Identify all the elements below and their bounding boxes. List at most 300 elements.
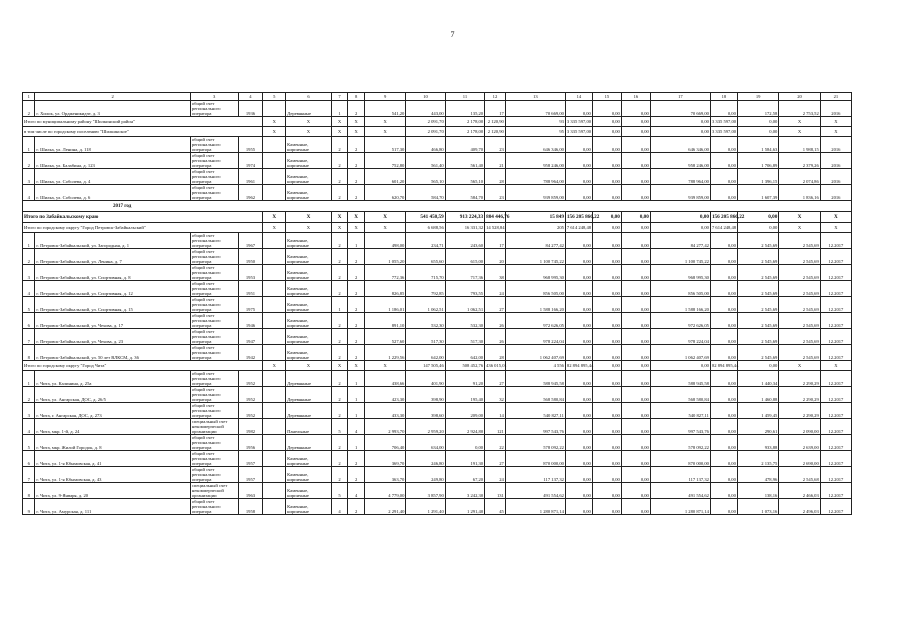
table-row: [23, 387, 852, 403]
table-cell: г. Чита, ул. Амурская, д. 111: [35, 499, 190, 515]
table-row: [23, 467, 852, 483]
table-cell: 1 291,40: [445, 499, 484, 515]
table-cell: 28: [485, 169, 506, 185]
table-cell: 0,00: [592, 467, 621, 483]
table-cell: X: [348, 361, 365, 371]
table-cell: 1 100 745,22: [650, 249, 710, 265]
table-row: [23, 371, 852, 387]
table-cell: 16: [621, 93, 650, 101]
subtotal-row: [23, 117, 852, 127]
table-cell: [263, 265, 286, 281]
table-cell: 1974: [238, 153, 263, 169]
table-cell: 1: [348, 435, 365, 451]
table-cell: 997 543,76: [650, 419, 710, 435]
table-cell: Каменные, кирпичные: [286, 249, 332, 265]
table-cell: 12.2017: [820, 499, 851, 515]
table-cell: 958 246,00: [505, 153, 565, 169]
table-cell: 16 331,32: [445, 223, 484, 233]
table-cell: X: [779, 361, 820, 371]
table-cell: 561,40: [445, 153, 484, 169]
table-cell: X: [331, 223, 348, 233]
table-cell: 0,00: [710, 329, 737, 345]
table-cell: 978 224,04: [505, 329, 565, 345]
table-cell: 1 055,20: [364, 249, 405, 265]
table-cell: 172,58: [737, 101, 778, 117]
table-cell: 0,00: [621, 403, 650, 419]
table-cell: 0,00: [592, 371, 621, 387]
table-cell: г. Чита, ул. 1-я Кбымовская, д. 41: [35, 451, 190, 467]
table-cell: 12.2017: [820, 313, 851, 329]
table-cell: [263, 451, 286, 467]
table-cell: 24: [485, 467, 506, 483]
table-cell: Каменные, кирпичные: [286, 451, 332, 467]
table-cell: 0,00: [592, 387, 621, 403]
table-cell: 423,30: [364, 387, 405, 403]
table-cell: 527,60: [364, 329, 405, 345]
table-cell: 2 178,00: [445, 117, 484, 127]
table-cell: X: [779, 127, 820, 137]
table-cell: Каменные, кирпичные: [286, 169, 332, 185]
table-cell: 21: [485, 153, 506, 169]
table-cell: 4: [23, 419, 35, 435]
table-cell: X: [263, 117, 286, 127]
table-cell: 369,70: [364, 451, 405, 467]
table-cell: 2: [331, 387, 348, 403]
table-cell: 1957: [238, 451, 263, 467]
table-row: [23, 419, 852, 435]
table-cell: 0,00: [592, 265, 621, 281]
table-cell: 9: [364, 93, 405, 101]
table-cell: 0,00: [710, 467, 737, 483]
subtotal-row: [23, 127, 852, 137]
table-cell: 0,00: [710, 101, 737, 117]
table-cell: 2016: [820, 153, 851, 169]
table-cell: специальный счет некоммерческой организации: [190, 419, 238, 435]
table-cell: 22: [485, 435, 506, 451]
table-cell: г. Шилка, ул. Ленина, д. 118: [35, 137, 190, 153]
table-cell: Каменные, кирпичные: [286, 483, 332, 499]
table-cell: 1 229,56: [364, 345, 405, 361]
table-cell: 0,00: [737, 361, 778, 371]
table-cell: 2: [331, 467, 348, 483]
table-cell: X: [286, 127, 332, 137]
table-cell: г. Чита, г. Ангарская, ДОС, д. 273: [35, 403, 190, 419]
table-cell: X: [348, 212, 365, 223]
table-cell: общий счет регионального оператора: [190, 169, 238, 185]
table-cell: 2 924,80: [445, 419, 484, 435]
table-cell: 2 290,29: [779, 371, 820, 387]
table-cell: 12.2017: [820, 329, 851, 345]
table-cell: в том числе по городскому поселению "Шилкинское": [23, 127, 263, 137]
table-cell: 788 964,00: [505, 169, 565, 185]
table-cell: 0,00: [621, 361, 650, 371]
table-cell: 438,66: [364, 371, 405, 387]
table-cell: 0,00: [592, 117, 621, 127]
table-cell: 2: [331, 329, 348, 345]
table-cell: 12.2017: [820, 265, 851, 281]
table-cell: 398,60: [406, 403, 445, 419]
table-cell: 2 545,69: [737, 281, 778, 297]
table-cell: X: [263, 223, 286, 233]
table-cell: 23: [485, 185, 506, 201]
table-cell: 26: [485, 313, 506, 329]
table-cell: 0,00: [565, 233, 592, 249]
table-cell: 0,00: [565, 249, 592, 265]
table-cell: г. Шилка, ул. Соболева, д. 6: [35, 185, 190, 201]
table-cell: Каменные, кирпичные: [286, 137, 332, 153]
table-cell: 2 545,69: [779, 265, 820, 281]
table-cell: 0,00: [621, 212, 650, 223]
table-cell: [263, 101, 286, 117]
table-cell: 997 543,76: [505, 419, 565, 435]
table-cell: 2 959,20: [406, 419, 445, 435]
table-cell: 2: [331, 371, 348, 387]
table-cell: 1952: [238, 387, 263, 403]
table-cell: 0,00: [710, 499, 737, 515]
table-cell: 1952: [238, 403, 263, 419]
table-cell: 2: [348, 185, 365, 201]
table-cell: 826,85: [364, 281, 405, 297]
table-cell: 1: [331, 297, 348, 313]
table-cell: 1963: [238, 483, 263, 499]
table-cell: X: [331, 212, 348, 223]
table-cell: 2 545,69: [737, 233, 778, 249]
table-cell: 1975: [238, 297, 263, 313]
table-cell: 2 545,69: [737, 265, 778, 281]
table-cell: 1 186,01: [364, 297, 405, 313]
table-cell: 82 894 895,44: [710, 361, 737, 371]
table-cell: 0,00: [737, 117, 778, 127]
table-cell: 0,00: [592, 185, 621, 201]
table-cell: X: [348, 127, 365, 137]
table-cell: 436 015,01: [485, 361, 506, 371]
table-cell: 634,00: [406, 435, 445, 451]
table-cell: 2: [331, 451, 348, 467]
table-cell: Деревянные: [286, 403, 332, 419]
table-cell: 2 545,68: [779, 467, 820, 483]
table-cell: X: [779, 117, 820, 127]
table-cell: 1: [348, 403, 365, 419]
table-cell: 870 000,00: [505, 451, 565, 467]
table-cell: 792,85: [406, 281, 445, 297]
table-cell: 0,00: [565, 371, 592, 387]
table-cell: 12.2017: [820, 419, 851, 435]
table-cell: 2: [331, 435, 348, 451]
table-cell: 12.2017: [820, 483, 851, 499]
table-cell: 0,00: [710, 345, 737, 361]
table-cell: 1958: [238, 499, 263, 515]
table-row: [23, 101, 852, 117]
table-cell: 147 505,46: [406, 361, 445, 371]
table-cell: 1 062 407,69: [650, 345, 710, 361]
table-cell: 398,90: [406, 387, 445, 403]
table-cell: 2: [348, 169, 365, 185]
table-cell: 578 092,22: [650, 435, 710, 451]
table-row: [23, 249, 852, 265]
table-cell: 0,00: [592, 361, 621, 371]
table-cell: 0,00: [565, 313, 592, 329]
table-cell: 0,00: [710, 297, 737, 313]
table-cell: 2 545,69: [779, 345, 820, 361]
table-cell: 234,71: [406, 233, 445, 249]
table-cell: 804 446,76: [485, 212, 506, 223]
table-cell: 0,00: [565, 169, 592, 185]
table-row: [23, 403, 852, 419]
table-cell: 3 857,90: [406, 483, 445, 499]
table-cell: 568 580,84: [505, 387, 565, 403]
table-cell: 0,00: [565, 483, 592, 499]
table-cell: 856 505,00: [650, 281, 710, 297]
table-cell: 1 588 166,20: [505, 297, 565, 313]
table-cell: [263, 403, 286, 419]
table-cell: 2: [348, 329, 365, 345]
table-cell: 2 545,69: [779, 297, 820, 313]
table-cell: 0,00: [592, 419, 621, 435]
table-cell: 2 178,00: [445, 127, 484, 137]
table-cell: 2: [348, 281, 365, 297]
table-cell: 2: [348, 265, 365, 281]
table-cell: г. Чита, ул. Ангарская, ДОС, д. 26/5: [35, 387, 190, 403]
table-cell: 2: [331, 403, 348, 419]
table-cell: 0,00: [621, 169, 650, 185]
table-cell: 2 120,90: [485, 117, 506, 127]
table-cell: 1 062,51: [406, 297, 445, 313]
table-cell: Каменные, кирпичные: [286, 185, 332, 201]
table-cell: общий счет регионального оператора: [190, 297, 238, 313]
table-cell: 138,16: [737, 483, 778, 499]
table-cell: 5: [331, 483, 348, 499]
table-cell: 1: [348, 371, 365, 387]
table-cell: 11: [445, 93, 484, 101]
table-cell: 0,00: [621, 345, 650, 361]
table-cell: 209,00: [445, 403, 484, 419]
table-cell: 27: [485, 297, 506, 313]
table-cell: общий счет регионального оператора: [190, 233, 238, 249]
table-cell: 0,00: [621, 101, 650, 117]
table-cell: общий счет регионального оператора: [190, 101, 238, 117]
table-cell: 615,00: [445, 249, 484, 265]
table-cell: 4 779,00: [364, 483, 405, 499]
table-cell: 646 346,00: [505, 137, 565, 153]
table-cell: 0,00: [565, 281, 592, 297]
table-cell: 93: [505, 117, 565, 127]
table-cell: 0,00: [710, 403, 737, 419]
table-cell: 249,80: [406, 467, 445, 483]
table-cell: 715,70: [406, 265, 445, 281]
table-cell: 2: [331, 185, 348, 201]
table-cell: 27: [485, 371, 506, 387]
table-cell: 4: [238, 93, 263, 101]
table-cell: общий счет регионального оператора: [190, 467, 238, 483]
table-cell: 14 528,84: [485, 223, 506, 233]
table-cell: 0,00: [650, 117, 710, 127]
table-cell: 2 291,40: [364, 499, 405, 515]
table-cell: 2: [331, 265, 348, 281]
table-cell: 1951: [238, 281, 263, 297]
table-cell: Каменные, кирпичные: [286, 233, 332, 249]
table-cell: 0,00: [592, 153, 621, 169]
table-cell: 1 836,16: [779, 185, 820, 201]
table-cell: 0,00: [592, 403, 621, 419]
table-cell: 0,00: [710, 233, 737, 249]
table-cell: 2: [331, 233, 348, 249]
table-cell: 0,00: [621, 297, 650, 313]
table-cell: 1: [348, 233, 365, 249]
table-cell: 0,00: [621, 329, 650, 345]
table-row: [23, 169, 852, 185]
table-cell: 243,60: [445, 233, 484, 249]
table-cell: [263, 345, 286, 361]
table-cell: 0,00: [592, 137, 621, 153]
table-cell: 2 466,03: [779, 483, 820, 499]
table-cell: 0,00: [710, 281, 737, 297]
table-cell: 0,00: [621, 313, 650, 329]
table-cell: 2: [348, 499, 365, 515]
table-cell: Итого по муниципальному району "Шилкинский район": [23, 117, 263, 127]
table-cell: 2: [348, 451, 365, 467]
table-cell: 1 607,39: [737, 185, 778, 201]
table-cell: 5: [331, 419, 348, 435]
table-cell: 0,00: [710, 137, 737, 153]
table-cell: 195,40: [445, 387, 484, 403]
table-cell: 2017 год: [23, 201, 852, 212]
table-cell: 2 496,03: [779, 499, 820, 515]
table-cell: 517,30: [364, 137, 405, 153]
table-cell: 2: [35, 93, 190, 101]
table-cell: 2 545,69: [737, 345, 778, 361]
table-cell: 84 277,42: [505, 233, 565, 249]
table-cell: 2: [331, 249, 348, 265]
table-cell: г. Хилок, ул. Ордженикидзе, д. 3: [35, 101, 190, 117]
table-cell: г. Петровск-Забайкальский, ул. Загородная, д. 1: [35, 233, 190, 249]
table-cell: 0,00: [592, 435, 621, 451]
table-cell: 12.2017: [820, 281, 851, 297]
table-cell: 717,36: [445, 265, 484, 281]
table-cell: X: [820, 223, 851, 233]
table-cell: 0,00: [710, 435, 737, 451]
table-cell: 156 205 866,22: [565, 212, 592, 223]
table-cell: 14: [485, 403, 506, 419]
table-cell: 491 554,62: [650, 483, 710, 499]
table-cell: Деревянные: [286, 435, 332, 451]
table-cell: [263, 185, 286, 201]
table-cell: 0,00: [737, 223, 778, 233]
table-cell: общий счет регионального оператора: [190, 403, 238, 419]
table-cell: 0,00: [621, 127, 650, 137]
table-cell: 9: [23, 499, 35, 515]
table-cell: общий счет регионального оператора: [190, 371, 238, 387]
table-cell: 939 859,00: [650, 185, 710, 201]
table-cell: 3 335 597,00: [565, 117, 592, 127]
table-cell: Каменные, кирпичные: [286, 265, 332, 281]
table-cell: X: [331, 361, 348, 371]
table-cell: 2 074,86: [779, 169, 820, 185]
table-cell: г. Петровск-Забайкальский, ул. Чехова, д. 17: [35, 313, 190, 329]
table-cell: 0,00: [565, 403, 592, 419]
table-cell: 0,00: [710, 387, 737, 403]
table-cell: общий счет регионального оператора: [190, 329, 238, 345]
table-cell: 478,96: [737, 467, 778, 483]
table-cell: X: [364, 127, 405, 137]
table-cell: 0,00: [710, 451, 737, 467]
table-cell: 0,00: [710, 371, 737, 387]
table-row: [23, 137, 852, 153]
table-cell: 646 346,00: [650, 137, 710, 153]
table-cell: 205: [505, 223, 565, 233]
table-cell: 1: [23, 93, 35, 101]
table-cell: 12.2017: [820, 371, 851, 387]
table-cell: 2: [348, 297, 365, 313]
table-cell: 0,00: [565, 297, 592, 313]
table-cell: 0,00: [710, 483, 737, 499]
table-cell: 27: [485, 451, 506, 467]
table-cell: 891,10: [364, 313, 405, 329]
table-cell: 12.2017: [820, 297, 851, 313]
table-cell: 0,00: [592, 233, 621, 249]
table-cell: 363,70: [364, 467, 405, 483]
table-cell: Итого по Забайкальскому краю: [23, 212, 263, 223]
table-cell: [263, 249, 286, 265]
table-cell: 532,30: [406, 313, 445, 329]
table-cell: 0,00: [621, 281, 650, 297]
table-cell: 2 993,70: [364, 419, 405, 435]
table-cell: 4: [348, 483, 365, 499]
table-cell: 7: [331, 93, 348, 101]
table-cell: 14: [565, 93, 592, 101]
table-cell: 584,70: [445, 185, 484, 201]
table-cell: 2: [23, 249, 35, 265]
table-cell: 21: [820, 93, 851, 101]
table-cell: 0,00: [592, 329, 621, 345]
table-row: [23, 297, 852, 313]
table-cell: Каменные, кирпичные: [286, 297, 332, 313]
subtotal-row: [23, 361, 852, 371]
table-cell: 541 450,59: [406, 212, 445, 223]
table-cell: 19: [737, 93, 778, 101]
table-cell: 12.2017: [820, 451, 851, 467]
table-cell: 1 588 166,20: [650, 297, 710, 313]
table-cell: 12.2017: [820, 345, 851, 361]
capital-repair-table: [22, 92, 852, 515]
table-cell: 246,80: [406, 451, 445, 467]
table-cell: Деревянные: [286, 371, 332, 387]
table-cell: 565,10: [406, 169, 445, 185]
table-cell: [263, 297, 286, 313]
table-cell: 1 073,16: [737, 499, 778, 515]
table-cell: 1 280 871,14: [650, 499, 710, 515]
table-cell: общий счет регионального оператора: [190, 249, 238, 265]
table-cell: г. Чита, ул. 9-Января, д. 20: [35, 483, 190, 499]
table-cell: 290,61: [737, 419, 778, 435]
table-cell: 1: [23, 371, 35, 387]
table-cell: 2: [348, 249, 365, 265]
table-cell: Деревянные: [286, 101, 332, 117]
table-row: [23, 451, 852, 467]
table-cell: 2 545,69: [779, 329, 820, 345]
table-cell: 1955: [238, 137, 263, 153]
table-cell: 0,00: [621, 451, 650, 467]
table-cell: 7: [23, 329, 35, 345]
table-cell: 706,40: [364, 435, 405, 451]
table-cell: 8: [348, 93, 365, 101]
table-cell: 2: [348, 345, 365, 361]
table-cell: 2016: [820, 185, 851, 201]
table-cell: X: [331, 117, 348, 127]
table-cell: 0,00: [592, 281, 621, 297]
table-cell: 2016: [820, 137, 851, 153]
table-cell: 0,00: [621, 467, 650, 483]
table-cell: X: [820, 212, 851, 223]
